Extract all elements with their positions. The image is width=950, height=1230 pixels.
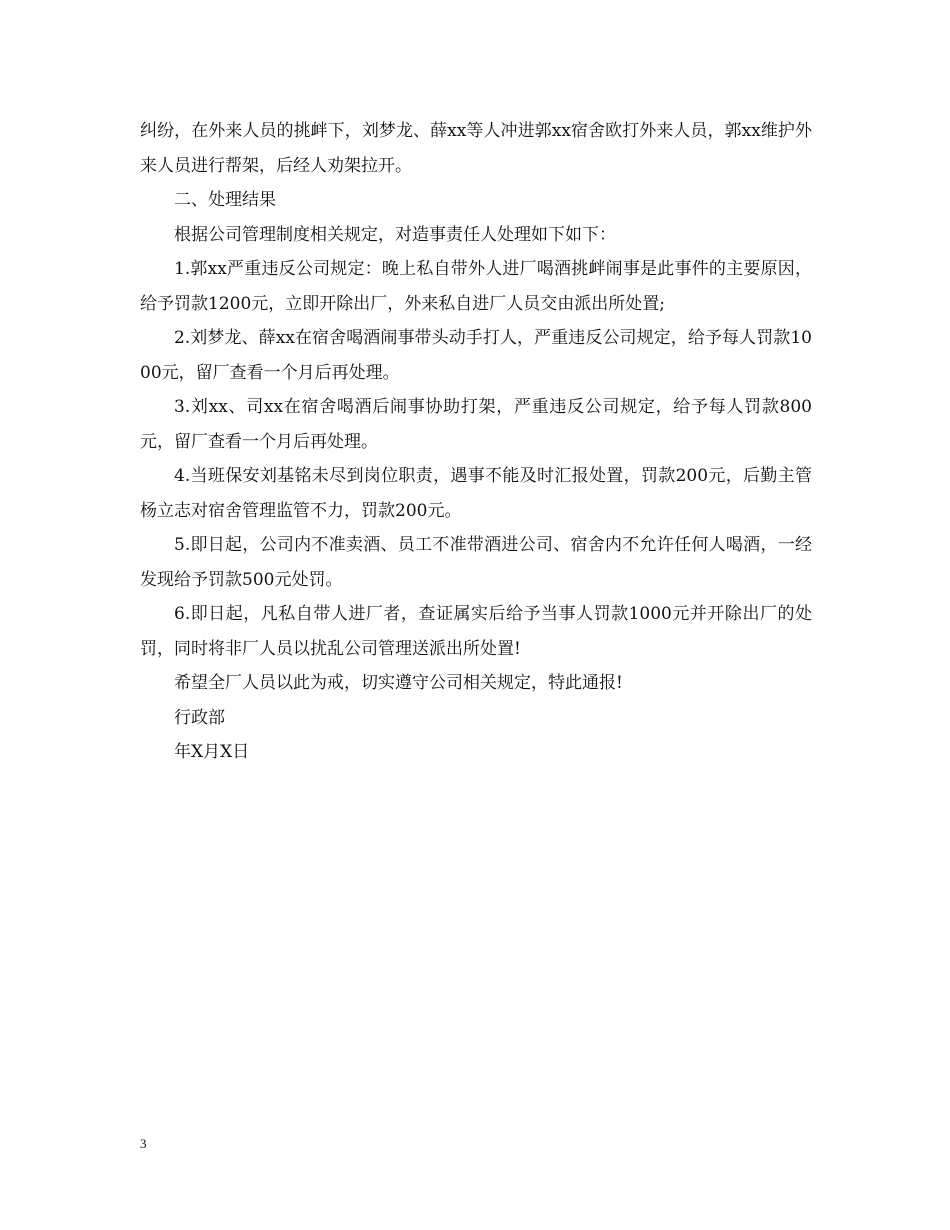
page-number: 3	[140, 1136, 147, 1151]
list-item-6: 6.即日起，凡私自带人进厂者，查证属实后给予当事人罚款1000元并开除出厂的处罚，同时将非厂人员以扰乱公司管理送派出所处置!	[140, 604, 812, 659]
closing-statement: 希望全厂人员以此为戒，切实遵守公司相关规定，特此通报!	[174, 673, 623, 693]
list-item-2: 2.刘梦龙、薛xx在宿舍喝酒闹事带头动手打人，严重违反公司规定，给予每人罚款1000元，留厂查看一个月后再处理。	[140, 328, 812, 383]
list-item-4: 4.当班保安刘基铭未尽到岗位职责，遇事不能及时汇报处置，罚款200元，后勤主管杨立志对宿舍管理监管不力，罚款200元。	[140, 466, 812, 521]
issuer-department: 行政部	[174, 707, 225, 728]
section-heading-result: 二、处理结果	[174, 190, 276, 210]
list-item-1: 1.郭xx严重违反公司规定：晚上私自带外人进厂喝酒挑衅闹事是此事件的主要原因，给予罚款1200元，立即开除出厂，外来私自进厂人员交由派出所处置;	[140, 259, 812, 314]
paragraph-incident-continued: 纠纷，在外来人员的挑衅下，刘梦龙、薛xx等人冲进郭xx宿舍欧打外来人员，郭xx维护外来人员进行帮架，后经人劝架拉开。	[140, 121, 812, 176]
paragraph-intro: 根据公司管理制度相关规定，对造事责任人处理如下如下：	[174, 224, 616, 245]
issue-date: 年X月X日	[174, 742, 250, 762]
list-item-5: 5.即日起，公司内不准卖酒、员工不准带酒进公司、宿舍内不允许任何人喝酒，一经发现给予罚款500元处罚。	[140, 535, 812, 590]
document-body	[140, 114, 812, 770]
list-item-3: 3.刘xx、司xx在宿舍喝酒后闹事协助打架，严重违反公司规定，给予每人罚款800元，留厂查看一个月后再处理。	[140, 397, 812, 452]
